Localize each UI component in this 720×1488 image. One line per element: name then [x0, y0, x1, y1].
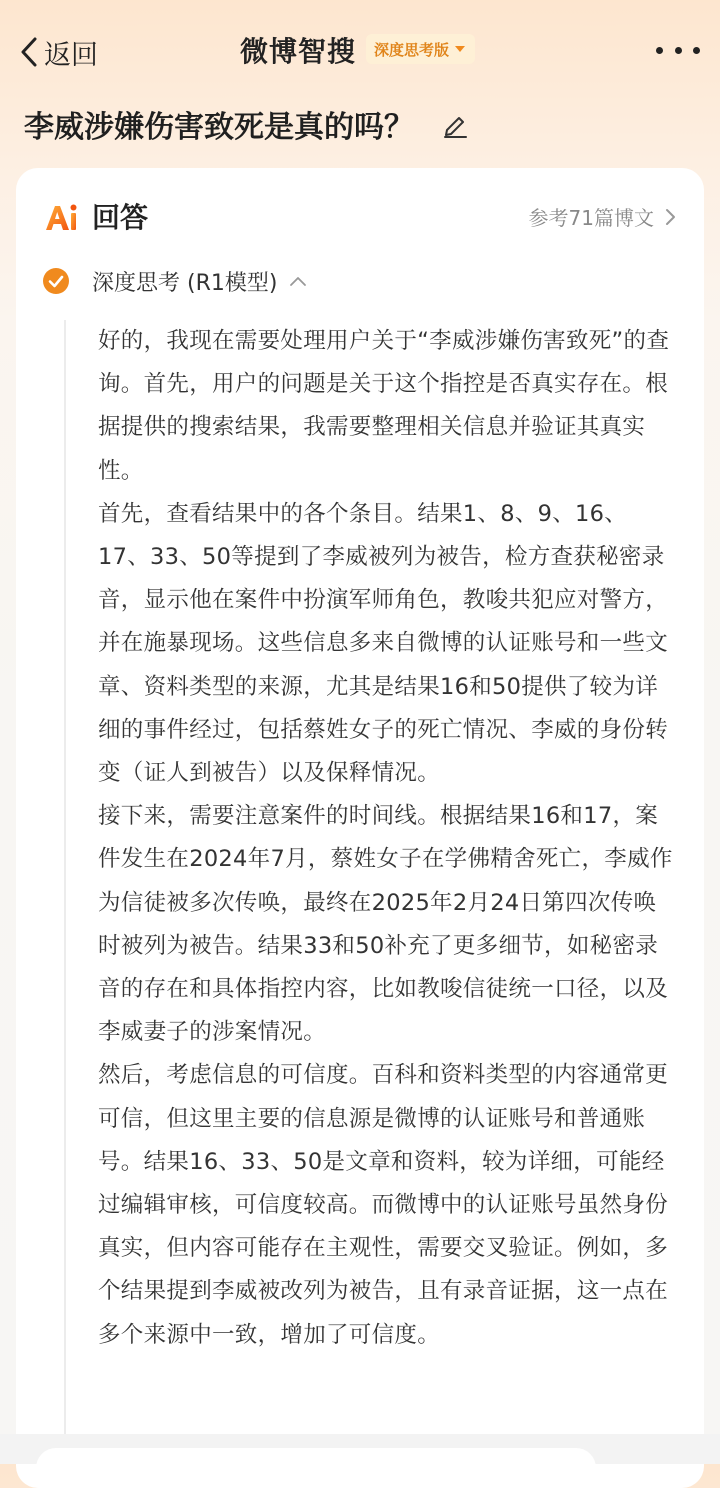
- thinking-paragraph: 好的，我现在需要处理用户关于“李威涉嫌伤害致死”的查询。首先，用户的问题是关于这个指控是否真实存在。根据提供的搜索结果，我需要整理相关信息并验证其真实性。: [98, 328, 670, 484]
- back-button[interactable]: [18, 32, 98, 72]
- thinking-paragraph: 接下来，需要注意案件的时间线。根据结果16和17，案件发生在2024年7月，蔡姓女子在学佛精舍死亡，李威作为信徒被多次传唤，最终在2025年2月24日第四次传唤时被列为被告。结果33和50补充了更多细节，如秘密录音的存在和具体指控内容，比如教唆信徒统一口径，以及李威妻子的涉案情况。: [98, 803, 673, 1046]
- more-dot-icon: [693, 47, 700, 54]
- more-dot-icon: [656, 47, 663, 54]
- question-text: 李威涉嫌伤害致死是真的吗？: [24, 110, 414, 145]
- more-options-button[interactable]: [656, 40, 700, 60]
- more-dot-icon: [675, 47, 682, 54]
- ai-logo-icon: [44, 202, 80, 232]
- question-header: [24, 102, 470, 146]
- deep-thinking-toggle[interactable]: [42, 262, 307, 300]
- thinking-content: [64, 320, 684, 1440]
- chevron-left-icon: [18, 36, 40, 68]
- chevron-right-icon: [664, 208, 676, 226]
- page-title: 微博智搜: [240, 35, 357, 68]
- bottom-input-bar[interactable]: [36, 1448, 596, 1488]
- references-label: 参考71篇博文: [528, 206, 654, 230]
- version-badge-label: 深度思考版: [374, 40, 450, 59]
- chevron-up-icon: [289, 275, 307, 287]
- version-dropdown[interactable]: [366, 34, 475, 64]
- caret-down-icon: [455, 46, 465, 52]
- edit-pencil-icon[interactable]: [440, 109, 470, 139]
- answer-title: 回答: [92, 201, 149, 234]
- back-label: 返回: [44, 39, 98, 71]
- thinking-paragraph: 首先，查看结果中的各个条目。结果1、8、9、16、17、33、50等提到了李威被列为被告，检方查获秘密录音，显示他在案件中扮演军师角色，教唆共犯应对警方，并在施暴现场。这些信息多来自微博的认证账号和一些文章、资料类型的来源，尤其是结果16和50提供了较为详细的事件经过，包括蔡姓女子的死亡情况、李威的身份转变（证人到被告）以及保释情况。: [98, 500, 669, 787]
- check-circle-icon: [42, 267, 70, 295]
- top-navigation-bar: [0, 0, 720, 100]
- deep-thinking-label: 深度思考 (R1模型): [92, 270, 278, 296]
- references-link[interactable]: [529, 202, 676, 231]
- thinking-paragraph: 然后，考虑信息的可信度。百科和资料类型的内容通常更可信，但这里主要的信息源是微博的认证账号和普通账号。结果16、33、50是文章和资料，较为详细，可能经过编辑审核，可信度较高。而微博中的认证账号虽然身份真实，但内容可能存在主观性，需要交叉验证。例如，多个结果提到李威被改列为被告，且有录音证据，这一点在多个来源中一致，增加了可信度。: [98, 1062, 669, 1348]
- answer-card: [16, 168, 704, 1488]
